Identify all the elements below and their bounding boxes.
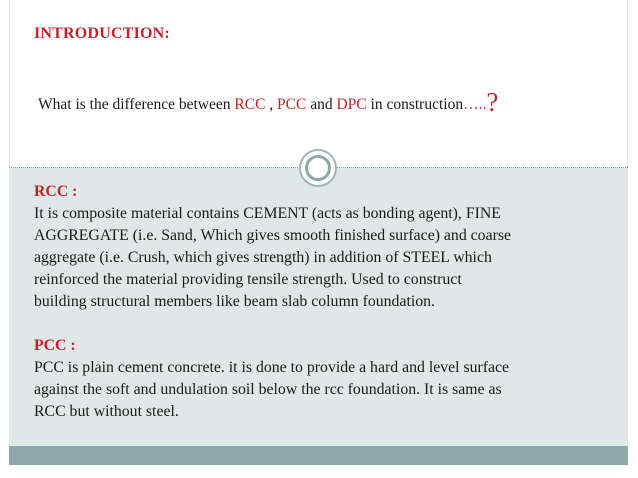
question-separator-1: , [265,96,278,113]
slide-heading: INTRODUCTION: [34,25,170,42]
section-title-pcc: PCC : [34,337,76,354]
pcc-line-2: against the soft and undulation soil below the rcc foundation. It is same as [34,381,502,398]
rcc-line-2: AGGREGATE (i.e. Sand, Which gives smooth finished surface) and coarse [34,227,512,244]
circle-ornament-inner [305,155,331,181]
rcc-line-3: aggregate (i.e. Crush, which gives strength) in addition of STEEL which [34,249,492,266]
paragraph-gap [34,313,624,335]
question-ellipsis: ….. [463,96,487,113]
section-title-rcc: RCC : [34,183,78,200]
question-suffix: in construction [366,96,464,113]
term-pcc: PCC [277,96,307,113]
question-separator-2: and [306,96,337,113]
footer-band [9,446,628,465]
question-prefix: What is the difference between [38,96,235,113]
body-text [34,181,624,423]
pcc-line-1: PCC is plain cement concrete. it is done to provide a hard and level surface [34,359,510,376]
rcc-line-1: It is composite material contains CEMENT (acts as bonding agent), FINE [34,205,501,222]
question-line [38,85,498,116]
rcc-line-5: building structural members like beam slab column foundation. [34,293,435,310]
term-dpc: DPC [336,96,367,113]
question-mark: ? [486,87,499,117]
term-rcc: RCC [234,96,266,113]
pcc-line-3: RCC but without steel. [34,403,179,420]
rcc-line-4: reinforced the material providing tensile strength. Used to construct [34,271,462,288]
